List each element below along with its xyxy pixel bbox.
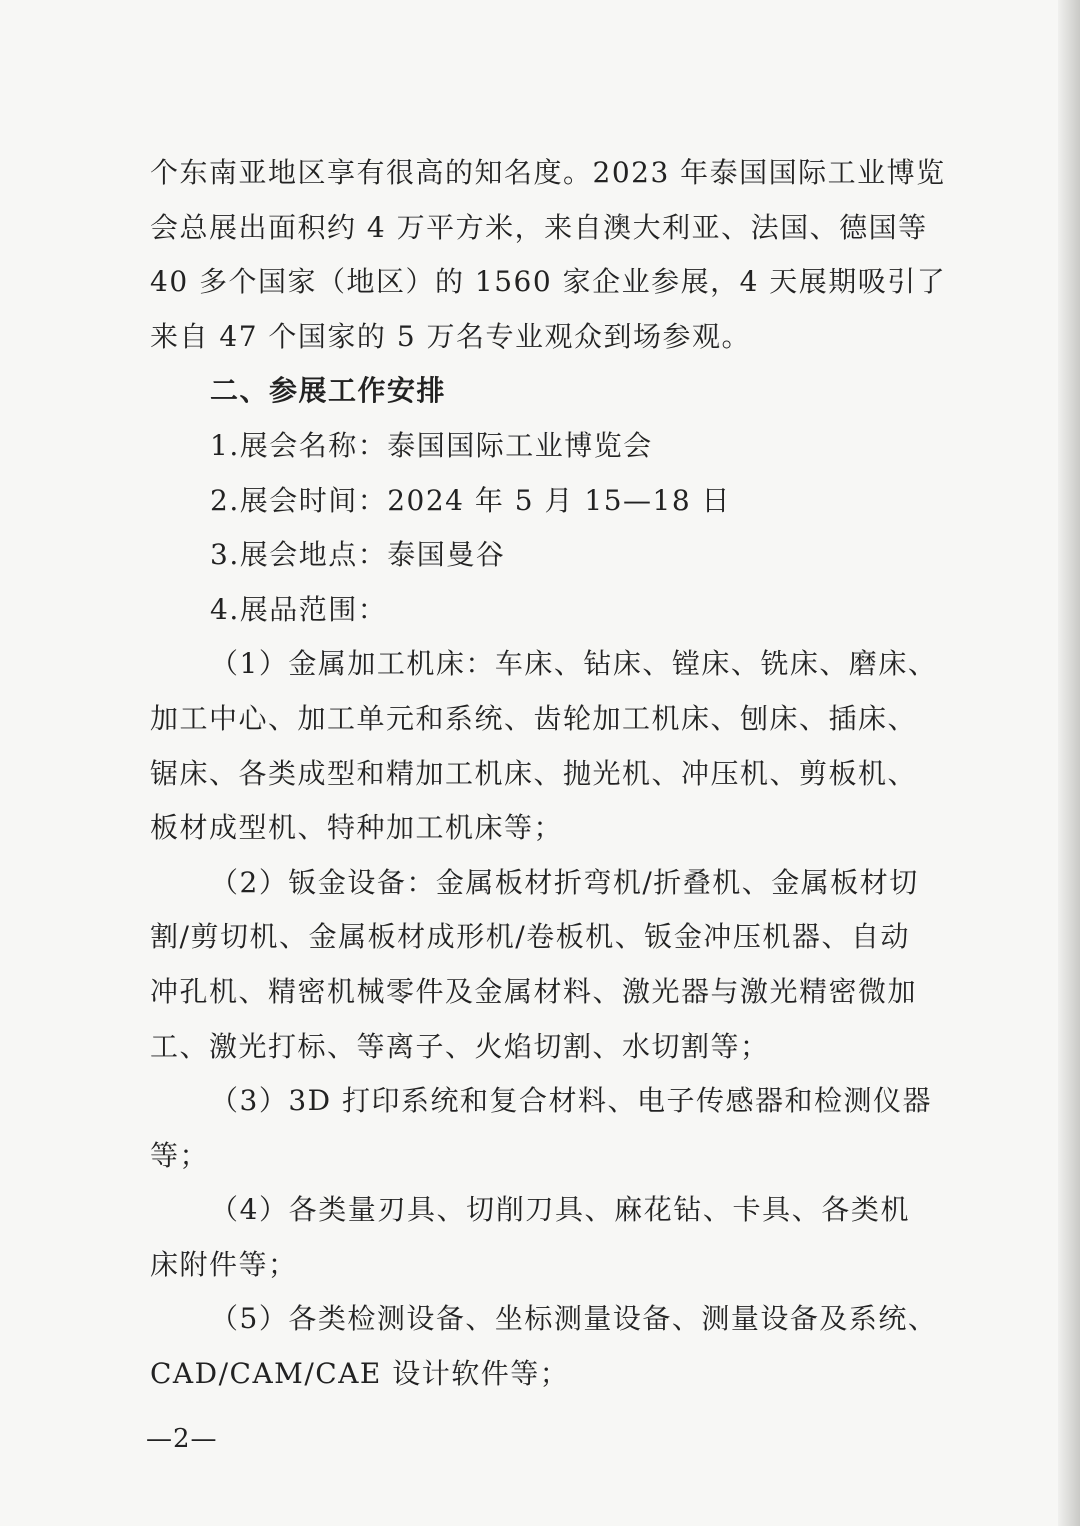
document-body [150,146,947,1402]
page-number: —2— [146,1424,218,1454]
paragraph-line: 40 多个国家（地区）的 1560 家企业参展，4 天展期吸引了 [150,265,947,299]
paragraph-line: 床附件等； [150,1247,298,1281]
section-heading: 二、参展工作安排 [210,374,447,408]
list-item: 3.展会地点：泰国曼谷 [210,538,506,572]
paragraph-line: （1）金属加工机床：车床、钻床、镗床、铣床、磨床、 [210,647,938,681]
paragraph-line: （3）3D 打印系统和复合材料、电子传感器和检测仪器 [210,1084,932,1118]
paragraph-line: 会总展出面积约 4 万平方米，来自澳大利亚、法国、德国等 [150,210,928,244]
paragraph-line: （5）各类检测设备、坐标测量设备、测量设备及系统、 [210,1302,938,1336]
list-item: 1.展会名称：泰国国际工业博览会 [210,428,653,462]
paragraph-line: 割/剪切机、金属板材成形机/卷板机、钣金冲压机器、自动 [150,920,910,954]
list-item: 4.展品范围： [210,592,388,626]
paragraph-line: 冲孔机、精密机械零件及金属材料、激光器与激光精密微加 [150,974,918,1008]
paragraph-line: （4）各类量刃具、切削刀具、麻花钻、卡具、各类机 [210,1193,910,1227]
paragraph-line: 工、激光打标、等离子、火焰切割、水切割等； [150,1029,770,1063]
paragraph-line: 等； [150,1138,210,1172]
list-item: 2.展会时间：2024 年 5 月 15—18 日 [210,483,732,517]
paragraph-line: 加工中心、加工单元和系统、齿轮加工机床、刨床、插床、 [150,701,918,735]
paragraph-line: 个东南亚地区享有很高的知名度。2023 年泰国国际工业博览 [150,156,946,189]
paragraph-line: 锯床、各类成型和精加工机床、抛光机、冲压机、剪板机、 [150,756,918,790]
paragraph-line: （2）钣金设备：金属板材折弯机/折叠机、金属板材切 [210,865,919,899]
paragraph-line: 来自 47 个国家的 5 万名专业观众到场参观。 [150,319,752,353]
paragraph-line: CAD/CAM/CAE 设计软件等； [150,1357,570,1391]
paragraph-line: 板材成型机、特种加工机床等； [150,811,564,845]
page-edge-shadow [1058,0,1080,1526]
